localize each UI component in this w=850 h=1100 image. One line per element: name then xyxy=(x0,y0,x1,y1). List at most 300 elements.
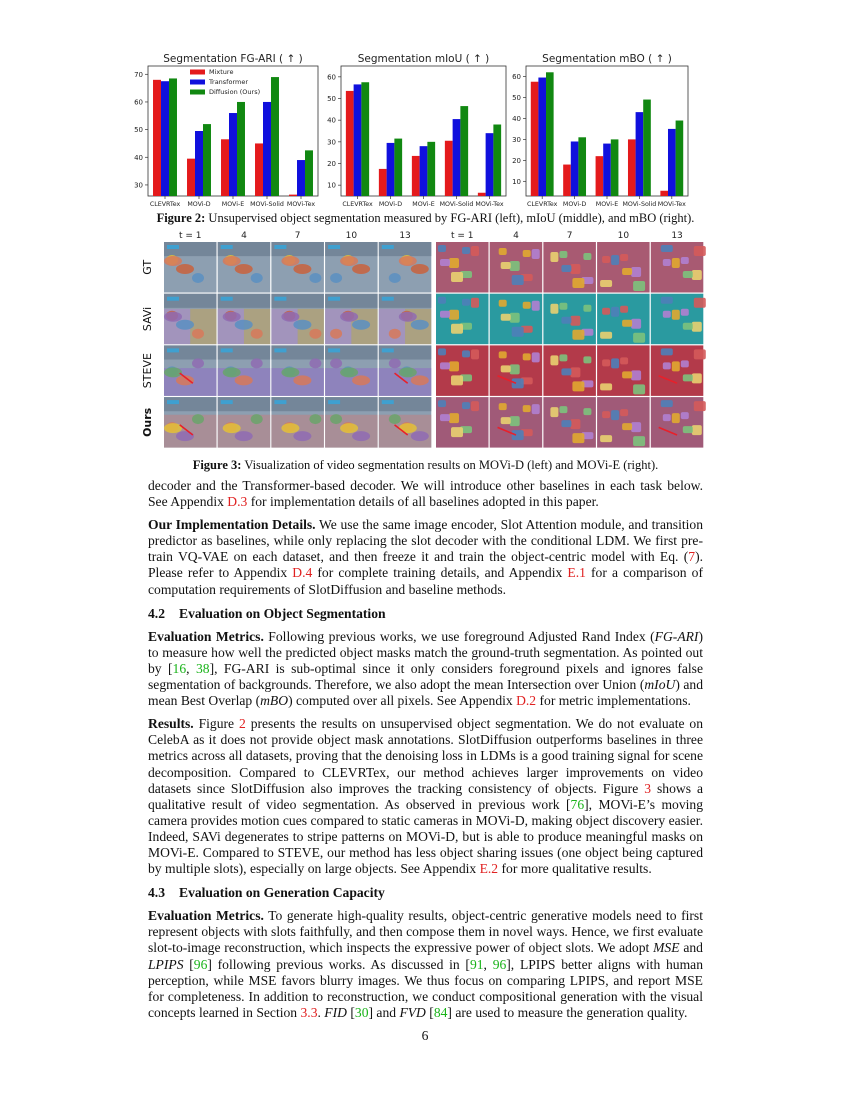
ref-link[interactable]: 7 xyxy=(688,549,696,565)
ref-link[interactable]: D.2 xyxy=(516,693,537,709)
citation-link[interactable]: 96 xyxy=(492,956,507,972)
object-blob xyxy=(512,327,524,337)
object-blob xyxy=(440,311,450,318)
bar-diffusion-ours xyxy=(169,78,177,196)
object-blob xyxy=(572,381,584,391)
y-tick-label: 20 xyxy=(327,160,336,168)
object-blob xyxy=(692,322,702,332)
object-blob xyxy=(620,254,628,261)
object-blob xyxy=(411,264,429,274)
y-tick-label: 50 xyxy=(327,95,336,103)
object-blob xyxy=(192,414,204,424)
frame-poster xyxy=(328,348,340,352)
object-blob xyxy=(462,299,470,306)
paragraph-gen-metrics: Evaluation Metrics. To generate high-quality results, object-centric generative models need to first represent objects with slots faithfully, and then compose them in novel ways. Hence, we first evaluate slot-to-image reconstruction, which inspects the expressive power of object slots. We adopt MSE and LPIPS [96] following previous works. As discussed in [91, 96], LPIPS better aligns with human perception, while MSE favors blurry images. We thus focus on comparing LPIPS, and report MSE for completeness. In addition to reconstruction, we conduct compositional generation with the visual concepts learned in Section 3.3. FID [30] and FVD [84] are used to measure the generation quality. xyxy=(148,908,703,1020)
bar-transformer xyxy=(297,160,305,196)
x-tick-label: MOVi-D xyxy=(562,201,587,208)
object-blob xyxy=(309,329,321,339)
object-blob xyxy=(309,273,321,283)
bar-transformer xyxy=(668,129,676,196)
object-blob xyxy=(559,251,567,258)
frame-wall xyxy=(164,397,217,411)
object-blob xyxy=(309,358,321,368)
frame-wall xyxy=(218,345,271,359)
movi-e-frame xyxy=(490,294,543,345)
object-blob xyxy=(550,355,558,365)
paragraph-baselines: decoder and the Transformer-based decoder. We will introduce other baselines in each task below. See Appendix D.3 for implementation details of all baselines adopted in this paper. xyxy=(148,478,703,510)
frame-wall xyxy=(164,294,217,308)
object-blob xyxy=(235,320,253,330)
movi-d-frame xyxy=(325,345,378,396)
bar-transformer xyxy=(571,141,579,196)
bar-diffusion-ours xyxy=(460,106,468,196)
object-blob xyxy=(600,383,612,390)
movi-e-frame xyxy=(597,397,650,448)
object-blob xyxy=(620,306,628,313)
object-blob xyxy=(672,310,680,320)
object-blob xyxy=(501,314,511,321)
frame-wall xyxy=(271,397,324,411)
frame-poster xyxy=(382,400,394,404)
object-blob xyxy=(572,278,584,288)
x-tick-label: MOVi-Tex xyxy=(286,201,316,208)
object-blob xyxy=(499,403,507,410)
bar-diffusion-ours xyxy=(203,124,211,196)
bar-mixture xyxy=(531,82,539,196)
object-blob xyxy=(449,413,459,423)
chart-title: Segmentation mIoU ( ↑ ) xyxy=(357,53,490,65)
frame-wall xyxy=(218,294,271,308)
bar-transformer xyxy=(263,102,271,196)
bar-diffusion-ours xyxy=(611,139,619,196)
movi-e-frame xyxy=(436,397,489,448)
movi-d-frame xyxy=(164,397,217,448)
object-blob xyxy=(663,414,671,421)
object-blob xyxy=(501,365,511,372)
object-blob xyxy=(622,423,632,430)
object-blob xyxy=(692,373,702,383)
object-blob xyxy=(399,256,417,266)
x-tick-label: MOVi-Tex xyxy=(475,201,504,208)
figure-3-caption-text: Visualization of video segmentation results on MOVi-D (left) and MOVi-E (right). xyxy=(244,458,659,472)
run-in-heading: Evaluation Metrics. xyxy=(148,908,264,924)
object-blob xyxy=(164,367,182,377)
bar-mixture xyxy=(660,191,668,196)
citation-link[interactable]: 76 xyxy=(570,796,585,812)
object-blob xyxy=(633,333,645,343)
object-blob xyxy=(620,409,628,416)
citation-link[interactable]: 16 xyxy=(172,660,187,676)
x-tick-label: CLEVRTex xyxy=(527,201,558,208)
object-blob xyxy=(223,367,241,377)
bar-transformer xyxy=(420,146,428,196)
citation-link[interactable]: 38 xyxy=(195,660,210,676)
object-blob xyxy=(570,367,580,377)
object-blob xyxy=(633,281,645,291)
movi-e-frame xyxy=(651,345,706,396)
object-blob xyxy=(176,264,194,274)
x-tick-label: CLEVRTex xyxy=(342,201,373,208)
object-blob xyxy=(631,319,641,329)
object-blob xyxy=(471,246,479,256)
ref-link[interactable]: 2 xyxy=(239,716,246,732)
object-blob xyxy=(692,425,702,435)
object-blob xyxy=(451,375,463,385)
frame-wall xyxy=(325,345,378,359)
x-tick-label: CLEVRTex xyxy=(149,201,181,208)
object-blob xyxy=(561,317,571,324)
object-blob xyxy=(550,407,558,417)
object-blob xyxy=(340,367,358,377)
movi-e-frame xyxy=(543,397,596,448)
object-blob xyxy=(570,419,580,429)
object-blob xyxy=(462,247,470,254)
frame-poster xyxy=(167,400,179,404)
bar-diffusion-ours xyxy=(493,125,501,197)
object-blob xyxy=(672,413,680,423)
object-blob xyxy=(532,301,540,311)
object-blob xyxy=(611,410,619,420)
y-tick-label: 30 xyxy=(512,135,521,144)
bar-mixture xyxy=(289,195,297,196)
figure-3-caption xyxy=(148,458,703,473)
object-blob xyxy=(340,312,358,322)
bar-mixture xyxy=(596,156,604,196)
object-blob xyxy=(683,271,693,278)
object-blob xyxy=(602,411,610,418)
frame-poster xyxy=(221,348,233,352)
figure-2-caption-text: Unsupervised object segmentation measured by FG-ARI (left), mIoU (middle), and mBO (right). xyxy=(208,211,695,225)
object-blob xyxy=(192,329,204,339)
object-blob xyxy=(389,329,401,339)
bar-diffusion-ours xyxy=(271,77,279,196)
frame-wall xyxy=(164,242,217,256)
x-tick-label: MOVi-E xyxy=(221,201,245,208)
section-heading-4-2: 4.2 Evaluation on Object Segmentation xyxy=(148,605,386,621)
object-blob xyxy=(559,303,567,310)
object-blob xyxy=(661,348,673,355)
object-blob xyxy=(251,329,263,339)
object-blob xyxy=(600,332,612,339)
object-blob xyxy=(449,361,459,371)
object-blob xyxy=(352,375,370,385)
bar-diffusion-ours xyxy=(643,100,651,196)
bar-mixture xyxy=(445,141,453,196)
run-in-heading: Our Implementation Details. xyxy=(148,517,316,533)
y-tick-label: 70 xyxy=(134,70,143,79)
body-text xyxy=(148,478,703,1028)
object-blob xyxy=(223,312,241,322)
movi-e-frame xyxy=(597,242,650,293)
object-blob xyxy=(352,320,370,330)
object-blob xyxy=(164,256,182,266)
object-blob xyxy=(532,352,540,362)
object-blob xyxy=(352,264,370,274)
movi-d-frame xyxy=(379,397,432,448)
movi-d-frame xyxy=(164,242,217,293)
row-label: GT xyxy=(141,259,154,275)
object-blob xyxy=(692,270,702,280)
frame-wall xyxy=(325,242,378,256)
page-number: 6 xyxy=(421,1028,429,1043)
object-blob xyxy=(672,361,680,371)
object-blob xyxy=(631,422,641,432)
movi-d-frame xyxy=(271,242,324,293)
timestep-label: 7 xyxy=(566,231,573,241)
object-blob xyxy=(694,298,706,308)
y-tick-label: 40 xyxy=(512,114,521,123)
object-blob xyxy=(499,248,507,255)
object-blob xyxy=(681,257,689,264)
timestep-label: 4 xyxy=(513,231,519,241)
run-in-heading: Evaluation Metrics. xyxy=(148,628,264,644)
movi-d-frame xyxy=(218,294,271,345)
object-blob xyxy=(510,364,520,374)
row-label: SAVi xyxy=(141,306,154,332)
object-blob xyxy=(223,256,241,266)
object-blob xyxy=(583,356,591,363)
ref-link[interactable]: E.1 xyxy=(567,565,586,581)
object-blob xyxy=(251,414,263,424)
bar-diffusion-ours xyxy=(361,82,369,196)
movi-e-frame xyxy=(651,397,706,448)
bar-transformer xyxy=(453,119,461,196)
legend xyxy=(190,68,260,96)
object-blob xyxy=(462,402,470,409)
citation-link[interactable]: 84 xyxy=(433,1004,448,1020)
timestep-label: t = 1 xyxy=(178,231,202,241)
movi-e-frame xyxy=(543,294,596,345)
timestep-label: t = 1 xyxy=(450,231,474,241)
bar-transformer xyxy=(387,143,395,196)
object-blob xyxy=(449,310,459,320)
row-label: STEVE xyxy=(141,353,154,389)
y-tick-label: 40 xyxy=(134,153,143,162)
citation-link[interactable]: 91 xyxy=(469,956,484,972)
object-blob xyxy=(602,308,610,315)
legend-swatch xyxy=(190,80,205,85)
object-blob xyxy=(462,350,470,357)
frame-wall xyxy=(218,242,271,256)
object-blob xyxy=(438,348,446,355)
mask-stripe xyxy=(190,309,216,344)
bar-transformer xyxy=(538,78,546,196)
object-blob xyxy=(451,272,463,282)
object-blob xyxy=(512,378,524,388)
object-blob xyxy=(663,311,671,318)
movi-e-frame xyxy=(436,294,489,345)
y-tick-label: 10 xyxy=(327,181,336,190)
movi-d-frame xyxy=(325,294,378,345)
object-blob xyxy=(583,253,591,260)
citation-link[interactable]: 96 xyxy=(193,956,208,972)
object-blob xyxy=(309,414,321,424)
figure-2-charts xyxy=(128,48,708,210)
object-blob xyxy=(600,280,612,287)
object-blob xyxy=(602,256,610,263)
object-blob xyxy=(683,323,693,330)
object-blob xyxy=(510,261,520,271)
frame-wall xyxy=(164,345,217,359)
y-tick-label: 10 xyxy=(512,177,521,186)
object-blob xyxy=(661,400,673,407)
y-tick-label: 20 xyxy=(512,156,521,165)
object-blob xyxy=(399,312,417,322)
object-blob xyxy=(694,349,706,359)
object-blob xyxy=(570,264,580,274)
ref-link[interactable]: E.2 xyxy=(479,861,499,877)
movi-d-frame xyxy=(271,294,324,345)
bar-diffusion-ours xyxy=(676,121,684,196)
movi-e-frame xyxy=(436,345,489,396)
object-blob xyxy=(602,359,610,366)
row-label: Ours xyxy=(141,407,154,437)
frame-wall xyxy=(379,345,432,359)
ref-link[interactable]: 3.3 xyxy=(300,1004,318,1020)
timestep-label: 10 xyxy=(617,231,630,241)
object-blob xyxy=(681,309,689,316)
object-blob xyxy=(451,324,463,334)
object-blob xyxy=(164,312,182,322)
timestep-label: 7 xyxy=(294,231,301,241)
chart-2 xyxy=(327,53,506,208)
frame-poster xyxy=(382,245,394,249)
bar-mixture xyxy=(563,165,571,196)
x-tick-label: MOVi-Solid xyxy=(250,201,284,208)
frame-poster xyxy=(328,297,340,301)
legend-swatch xyxy=(190,90,205,95)
ref-link[interactable]: D.4 xyxy=(292,565,313,581)
object-blob xyxy=(622,268,632,275)
object-blob xyxy=(550,304,558,314)
object-blob xyxy=(663,259,671,266)
movi-d-frame xyxy=(164,294,217,345)
y-tick-label: 50 xyxy=(512,93,521,102)
object-blob xyxy=(438,400,446,407)
paragraph-seg-metrics: Evaluation Metrics. Following previous works, we use foreground Adjusted Rand Index (FG-ARI) to measure how well the predicted object masks match the ground-truth segmentation. As pointed out by [16, 38], FG-ARI is sub-optimal since it only considers foreground pixels and ignores false segmentation of backgrounds. Therefore, we also adopt the mean Intersection over Union (mIoU) and mean Best Overlap (mBO) computed over all pixels. See Appendix D.2 for metric implementations. xyxy=(148,628,703,709)
bar-transformer xyxy=(636,112,644,196)
movi-e-frame xyxy=(543,345,596,396)
object-blob xyxy=(661,245,673,252)
object-blob xyxy=(600,435,612,442)
timestep-label: 4 xyxy=(241,231,247,241)
object-blob xyxy=(438,297,446,304)
object-blob xyxy=(293,431,311,441)
legend-swatch xyxy=(190,70,205,75)
object-blob xyxy=(251,273,263,283)
bar-transformer xyxy=(486,133,494,196)
object-blob xyxy=(532,249,540,259)
object-blob xyxy=(281,423,299,433)
bar-diffusion-ours xyxy=(427,142,435,196)
x-tick-label: MOVi-E xyxy=(412,201,435,208)
frame-poster xyxy=(274,400,286,404)
object-blob xyxy=(330,273,342,283)
object-blob xyxy=(583,408,591,415)
legend-label: Mixture xyxy=(209,68,234,76)
bar-mixture xyxy=(153,80,161,196)
bar-mixture xyxy=(379,169,387,196)
object-blob xyxy=(471,298,479,308)
object-blob xyxy=(694,246,706,256)
bar-transformer xyxy=(195,131,203,196)
bar-diffusion-ours xyxy=(237,102,245,196)
bar-mixture xyxy=(187,159,195,196)
object-blob xyxy=(523,405,531,412)
object-blob xyxy=(694,401,706,411)
object-blob xyxy=(681,360,689,367)
bar-diffusion-ours xyxy=(394,139,402,196)
object-blob xyxy=(293,375,311,385)
ref-link[interactable]: D.3 xyxy=(227,494,248,510)
movi-e-frame xyxy=(490,397,543,448)
object-blob xyxy=(512,430,524,440)
frame-poster xyxy=(382,348,394,352)
y-tick-label: 60 xyxy=(512,72,521,81)
frame-poster xyxy=(167,348,179,352)
object-blob xyxy=(559,406,567,413)
paragraph-results: Results. Figure 2 presents the results on unsupervised object segmentation. We do not evaluate on CelebA as it does not provide object mask annotations. SlotDiffusion outperforms baselines in three metrics across all datasets, proving that the denoising loss in LDMs is a good training signal for scene decomposition. Compared to CLEVRTex, our method achieves larger improvements on video datasets since SlotDiffusion also improves the tracking consistency of objects. Figure 3 shows a qualitative result of video segmentation. As observed in previous work [76], MOVi-E’s moving camera provides motion cues compared to static cameras in MOVi-D, making object discovery easier. Indeed, SAVi degenerates to stripe patterns on MOVi-D, but is able to produce meaningful masks on MOVi-E. Compared to STEVE, our method has less object sharing issues (one object being captured by multiple slots), especially on large objects. See Appendix E.2 for more qualitative results. xyxy=(148,716,704,877)
movi-e-frame xyxy=(490,345,543,396)
object-blob xyxy=(572,433,584,443)
object-blob xyxy=(523,302,531,309)
movi-d-frame xyxy=(218,242,271,293)
frame-poster xyxy=(328,400,340,404)
object-blob xyxy=(683,374,693,381)
x-tick-label: MOVi-D xyxy=(378,201,403,208)
figure-2-caption xyxy=(148,211,703,226)
figure-3-label: Figure 3: xyxy=(192,458,242,472)
movi-d-frame xyxy=(379,242,432,293)
chart-title: Segmentation mBO ( ↑ ) xyxy=(542,53,672,65)
object-blob xyxy=(561,265,571,272)
y-tick-label: 60 xyxy=(134,98,143,107)
movi-d-frame xyxy=(379,294,432,345)
object-blob xyxy=(293,264,311,274)
object-blob xyxy=(411,431,429,441)
bar-mixture xyxy=(346,91,354,196)
frame-poster xyxy=(221,297,233,301)
object-blob xyxy=(440,362,450,369)
bar-mixture xyxy=(628,139,636,196)
x-tick-label: MOVi-Solid xyxy=(622,201,657,208)
ref-link[interactable]: 3 xyxy=(644,780,652,796)
object-blob xyxy=(164,423,182,433)
citation-link[interactable]: 30 xyxy=(354,1004,369,1020)
frame-wall xyxy=(325,397,378,411)
bar-diffusion-ours xyxy=(546,72,554,196)
movi-d-frame xyxy=(271,397,324,448)
frame-poster xyxy=(328,245,340,249)
object-blob xyxy=(633,384,645,394)
movi-e-frame xyxy=(651,294,706,345)
frame-wall xyxy=(379,397,432,411)
object-blob xyxy=(570,316,580,326)
object-blob xyxy=(532,404,540,414)
timestep-label: 10 xyxy=(345,231,358,241)
section-heading-4-3: 4.3 Evaluation on Generation Capacity xyxy=(148,885,385,901)
frame-wall xyxy=(271,242,324,256)
object-blob xyxy=(622,371,632,378)
object-blob xyxy=(611,358,619,368)
object-blob xyxy=(471,349,479,359)
timestep-label: 13 xyxy=(399,231,411,241)
frame-poster xyxy=(274,297,286,301)
object-blob xyxy=(663,362,671,369)
object-blob xyxy=(438,245,446,252)
frame-wall xyxy=(379,242,432,256)
object-blob xyxy=(451,427,463,437)
